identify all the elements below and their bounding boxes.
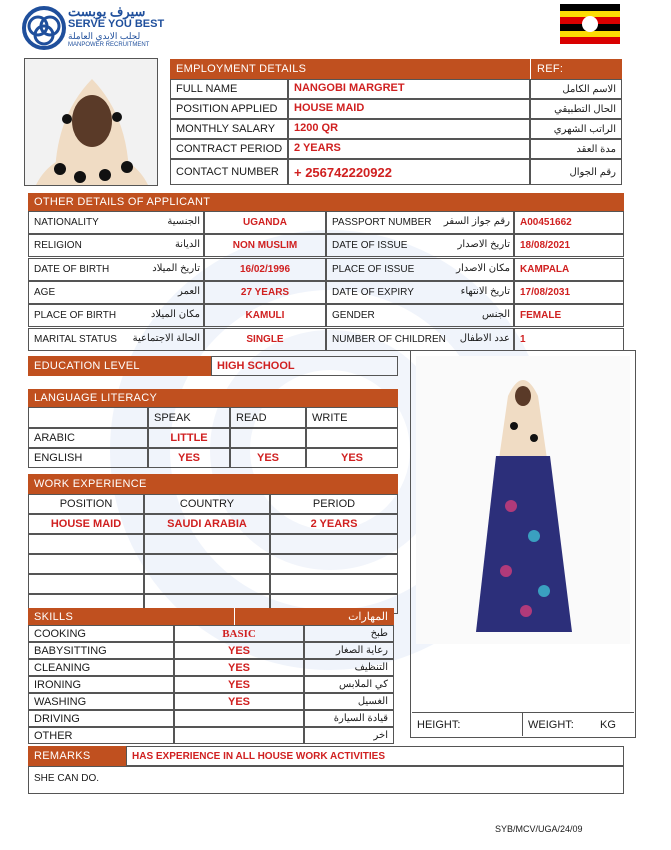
employment-field-arabic: الاسم الكامل: [530, 79, 622, 99]
work-period-cell: 2 YEARS: [270, 514, 398, 534]
language-speak-value: LITTLE: [148, 428, 230, 448]
other-right-arabic: مكان الاصدار: [456, 262, 510, 274]
employment-field-arabic: الحال التطبيقي: [530, 99, 622, 119]
employment-field-label: CONTACT NUMBER: [170, 159, 288, 185]
language-write-value: YES: [306, 448, 398, 468]
work-period-cell: [270, 554, 398, 574]
other-right-value: 18/08/2021: [514, 234, 624, 257]
skills-header: SKILLS: [28, 608, 234, 625]
work-country-cell: [144, 534, 270, 554]
employment-field-value: + 256742220922: [288, 159, 530, 185]
language-corner: [28, 407, 148, 428]
work-col-header: PERIOD: [270, 494, 398, 514]
other-right-arabic: عدد الاطفال: [459, 332, 510, 344]
work-country-cell: [144, 554, 270, 574]
employment-field-arabic: مدة العقد: [530, 139, 622, 159]
ref-label: REF:: [530, 59, 622, 79]
work-col-header: POSITION: [28, 494, 144, 514]
work-country-cell: [144, 574, 270, 594]
employment-field-arabic: الراتب الشهري: [530, 119, 622, 139]
remarks-value: HAS EXPERIENCE IN ALL HOUSE WORK ACTIVITIES: [126, 746, 624, 766]
skills-header-arabic: المهارات: [234, 608, 394, 625]
work-col-header: COUNTRY: [144, 494, 270, 514]
language-col-header: WRITE: [306, 407, 398, 428]
other-right-value: FEMALE: [514, 304, 624, 327]
other-left-value: KAMULI: [204, 304, 326, 327]
work-header: WORK EXPERIENCE: [28, 474, 398, 494]
other-left-value: 27 YEARS: [204, 281, 326, 304]
work-position-cell: [28, 534, 144, 554]
skill-label: WASHING: [28, 693, 174, 710]
employment-field-label: FULL NAME: [170, 79, 288, 99]
other-right-arabic: رقم جواز السفر: [443, 216, 510, 227]
other-left-arabic: الجنسية: [167, 216, 200, 227]
weight-unit: KG: [582, 712, 634, 736]
skill-value: YES: [174, 676, 304, 693]
other-right-arabic: الجنس: [481, 309, 510, 321]
other-right-label: PLACE OF ISSUE: [326, 258, 514, 281]
work-position-cell: [28, 554, 144, 574]
height-label: HEIGHT:: [412, 712, 522, 736]
other-left-arabic: العمر: [178, 285, 200, 297]
skill-value: [174, 727, 304, 744]
other-left-arabic: مكان الميلاد: [150, 309, 200, 321]
other-left-arabic: الديانة: [174, 239, 200, 251]
other-right-value: A00451662: [514, 211, 624, 234]
other-right-label: DATE OF ISSUE: [326, 234, 514, 257]
other-left-label: RELIGION: [28, 234, 204, 257]
language-read-value: [230, 428, 306, 448]
employment-field-value: 2 YEARS: [288, 139, 530, 159]
skill-arabic: اخر: [304, 727, 394, 744]
employment-field-value: 1200 QR: [288, 119, 530, 139]
other-left-label: NATIONALITY: [28, 211, 204, 234]
skill-label: BABYSITTING: [28, 642, 174, 659]
language-col-header: SPEAK: [148, 407, 230, 428]
uganda-flag-icon: [560, 4, 620, 44]
work-position-cell: HOUSE MAID: [28, 514, 144, 534]
other-left-arabic: الحالة الاجتماعية: [132, 332, 200, 344]
portrait-photo: [24, 58, 158, 186]
skill-arabic: رعاية الصغار: [304, 642, 394, 659]
other-right-value: 17/08/2031: [514, 281, 624, 304]
language-name: ARABIC: [28, 428, 148, 448]
work-position-cell: [28, 574, 144, 594]
skill-arabic: طبخ: [304, 625, 394, 642]
brand-arabic-sub: لجلب الايدي العاملة: [68, 31, 141, 41]
other-left-value: 16/02/1996: [204, 258, 326, 281]
skill-value: YES: [174, 693, 304, 710]
other-right-label: PASSPORT NUMBER: [326, 211, 514, 234]
employment-field-value: NANGOBI MARGRET: [288, 79, 530, 99]
language-speak-value: YES: [148, 448, 230, 468]
skill-label: CLEANING: [28, 659, 174, 676]
other-left-label: DATE OF BIRTH: [28, 258, 204, 281]
other-left-value: UGANDA: [204, 211, 326, 234]
other-right-label: GENDER: [326, 304, 514, 327]
remarks-note: SHE CAN DO.: [28, 766, 624, 794]
language-write-value: [306, 428, 398, 448]
other-right-value: 1: [514, 328, 624, 351]
other-left-value: NON MUSLIM: [204, 234, 326, 257]
other-left-label: AGE: [28, 281, 204, 304]
other-right-label: DATE OF EXPIRY: [326, 281, 514, 304]
full-body-photo: [416, 356, 630, 644]
other-left-arabic: تاريخ الميلاد: [152, 262, 200, 274]
employment-field-label: POSITION APPLIED: [170, 99, 288, 119]
work-period-cell: [270, 574, 398, 594]
employment-field-label: MONTHLY SALARY: [170, 119, 288, 139]
brand-arabic: سيرف يوبست: [68, 4, 146, 19]
skill-arabic: الغسيل: [304, 693, 394, 710]
weight-label: WEIGHT:: [522, 712, 582, 736]
other-right-label: NUMBER OF CHILDREN: [326, 328, 514, 351]
skill-arabic: قيادة السيارة: [304, 710, 394, 727]
remarks-label: REMARKS: [28, 746, 126, 766]
footer-code: SYB/MCV/UGA/24/09: [495, 824, 583, 834]
language-header: LANGUAGE LITERACY: [28, 389, 398, 407]
skill-arabic: التنظيف: [304, 659, 394, 676]
brand-sub: MANPOWER RECRUITMENT: [68, 42, 150, 48]
skill-value: YES: [174, 659, 304, 676]
company-logo: [22, 6, 66, 50]
skill-label: DRIVING: [28, 710, 174, 727]
employment-field-label: CONTRACT PERIOD: [170, 139, 288, 159]
other-left-value: SINGLE: [204, 328, 326, 351]
skill-arabic: كي الملابس: [304, 676, 394, 693]
other-details-header: OTHER DETAILS OF APPLICANT: [28, 193, 624, 211]
skill-value: YES: [174, 642, 304, 659]
language-col-header: READ: [230, 407, 306, 428]
other-right-arabic: تاريخ الانتهاء: [460, 285, 510, 297]
other-right-value: KAMPALA: [514, 258, 624, 281]
work-period-cell: [270, 534, 398, 554]
skill-value: [174, 710, 304, 727]
language-name: ENGLISH: [28, 448, 148, 468]
education-value: HIGH SCHOOL: [211, 356, 398, 376]
employment-field-arabic: رقم الجوال: [530, 159, 622, 185]
brand-name: SERVE YOU BEST: [68, 18, 165, 30]
education-label: EDUCATION LEVEL: [28, 356, 211, 376]
skill-value: BASIC: [174, 625, 304, 642]
employment-header: EMPLOYMENT DETAILS: [170, 59, 530, 79]
other-right-arabic: تاريخ الاصدار: [457, 239, 510, 251]
employment-field-value: HOUSE MAID: [288, 99, 530, 119]
work-country-cell: SAUDI ARABIA: [144, 514, 270, 534]
skill-label: COOKING: [28, 625, 174, 642]
skill-label: IRONING: [28, 676, 174, 693]
language-read-value: YES: [230, 448, 306, 468]
other-left-label: PLACE OF BIRTH: [28, 304, 204, 327]
other-left-label: MARITAL STATUS: [28, 328, 204, 351]
skill-label: OTHER: [28, 727, 174, 744]
